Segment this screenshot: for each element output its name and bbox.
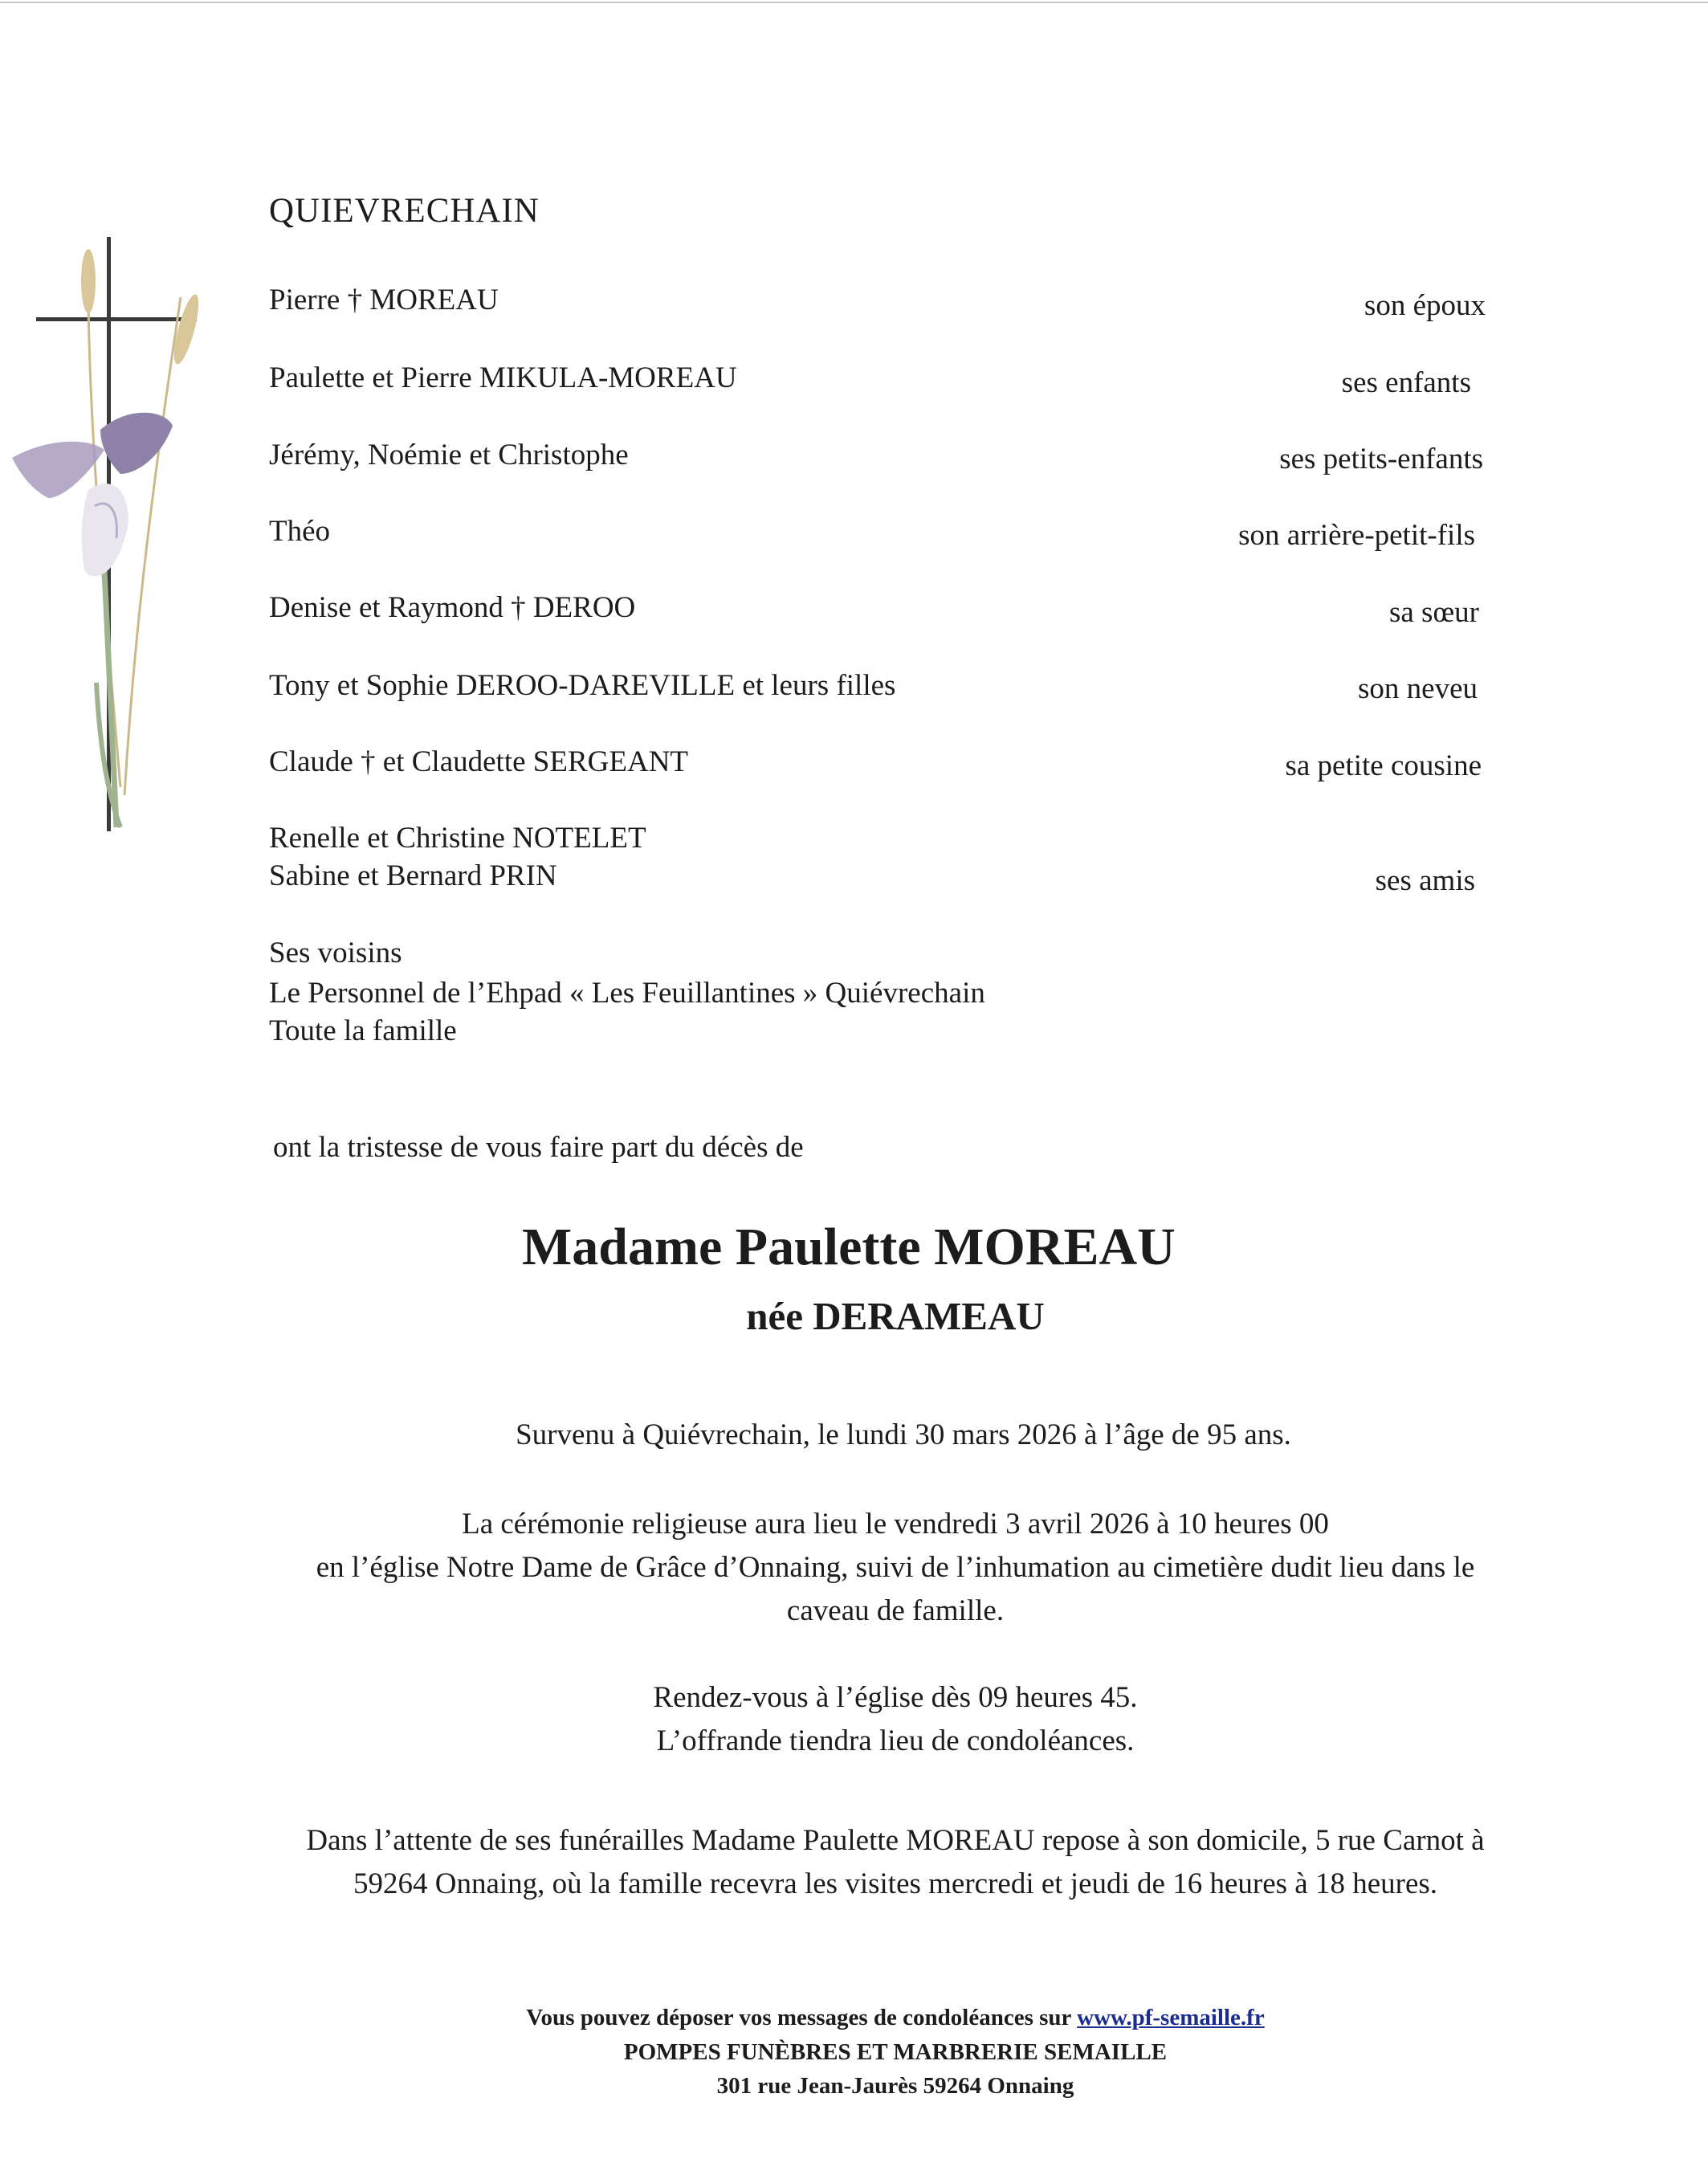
mourner-line: Ses voisins [269,937,402,969]
rest-line: Dans l’attente de ses funérailles Madame Paulette MOREAU repose à son domicile, 5 rue Carnot à [306,1824,1485,1857]
website-link[interactable]: www.pf-semaille.fr [1077,2005,1265,2030]
meeting-line: L’offrande tiendra lieu de condoléances. [656,1724,1135,1757]
deceased-birth-name: née DERAMEAU [746,1294,1045,1338]
family-name: Denise et Raymond † DEROO [269,591,636,624]
family-relation: ses enfants [1341,366,1471,399]
deceased-name: Madame Paulette MOREAU [522,1218,1176,1276]
family-relation: sa petite cousine [1285,749,1482,782]
ceremony-line: en l’église Notre Dame de Grâce d’Onnaing, suivi de l’inhumation au cimetière dudit lieu dans le [316,1551,1475,1584]
family-relation: ses petits-enfants [1279,443,1483,475]
scan-top-edge [0,2,1708,3]
meeting-line: Rendez-vous à l’église dès 09 heures 45. [653,1681,1138,1714]
mourner-line: Le Personnel de l’Ehpad « Les Feuillantines » Quiévrechain [269,977,985,1010]
ceremony-line: caveau de famille. [786,1594,1005,1627]
announcement-line: ont la tristesse de vous faire part du décès de [273,1131,804,1164]
company-name: POMPES FUNÈBRES ET MARBRERIE SEMAILLE [623,2039,1168,2065]
cross-lily-illustration [0,233,209,843]
rest-line: 59264 Onnaing, où la famille recevra les visites mercredi et jeudi de 16 heures à 18 heures. [353,1867,1438,1900]
death-notice: Survenu à Quiévrechain, le lundi 30 mars 2026 à l’âge de 95 ans. [516,1418,1291,1451]
company-address: 301 rue Jean-Jaurès 59264 Onnaing [716,2073,1074,2099]
family-name: Sabine et Bernard PRIN [269,859,557,892]
family-name: Pierre † MOREAU [269,284,499,316]
family-relation: sa sœur [1388,596,1479,629]
family-relation: son neveu [1358,672,1478,705]
town-heading: QUIEVRECHAIN [269,192,540,230]
family-name: Jérémy, Noémie et Christophe [269,439,629,471]
family-relation: son époux [1364,289,1486,322]
family-name: Paulette et Pierre MIKULA-MOREAU [269,361,737,394]
mourner-line: Toute la famille [269,1014,457,1047]
condolences-line [0,2002,1708,2034]
ceremony-line: La cérémonie religieuse aura lieu le vendredi 3 avril 2026 à 10 heures 00 [462,1508,1329,1541]
family-name: Tony et Sophie DEROO-DAREVILLE et leurs filles [269,669,896,702]
family-relation: ses amis [1375,864,1475,897]
family-name: Claude † et Claudette SERGEANT [269,745,689,778]
condolences-prefix: Vous pouvez déposer vos messages de condoléances sur [526,2005,1071,2030]
family-relation: son arrière-petit-fils [1238,519,1475,552]
family-name: Renelle et Christine NOTELET [269,822,646,855]
family-name: Théo [269,515,331,548]
